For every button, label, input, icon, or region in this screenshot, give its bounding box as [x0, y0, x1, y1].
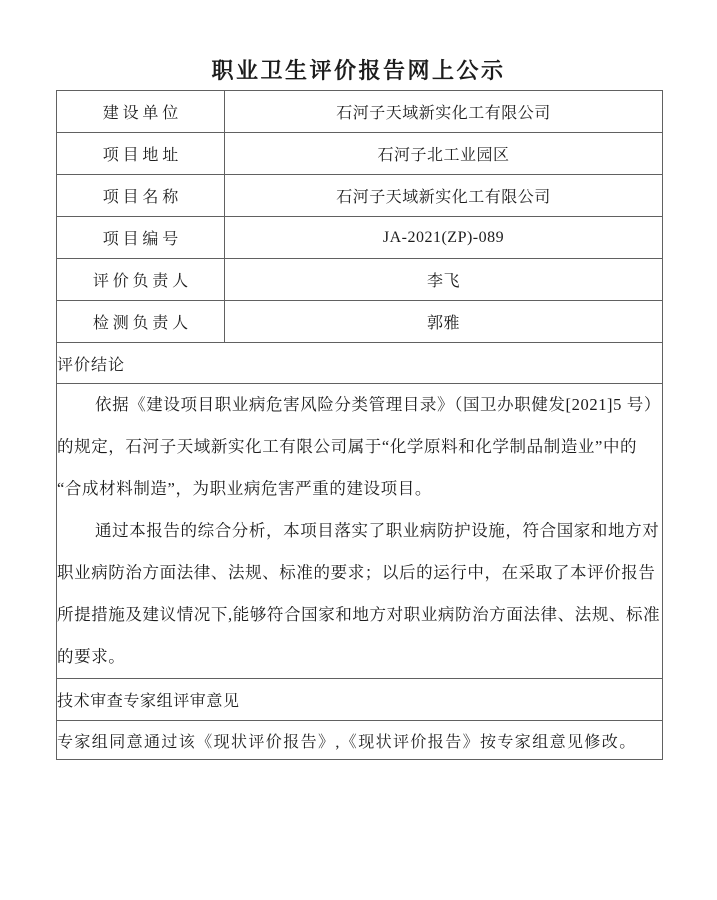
field-value: 石河子天域新实化工有限公司 [225, 175, 663, 217]
row-project-number [57, 217, 663, 259]
expert-review-label: 技术审查专家组评审意见 [57, 679, 663, 721]
field-label: 项目名称 [57, 175, 225, 217]
field-value: 石河子北工业园区 [225, 133, 663, 175]
field-label: 项目地址 [57, 133, 225, 175]
row-evaluation-lead [57, 259, 663, 301]
field-value: 李飞 [225, 259, 663, 301]
field-label: 建设单位 [57, 91, 225, 133]
conclusion-paragraph: 依据《建设项目职业病危害风险分类管理目录》（国卫办职健发[2021]5 号）的规定，石河子天域新实化工有限公司属于“化学原料和化学制品制造业”中的“合成材料制造”，为职业病危害严重的建设项目。 [57, 395, 661, 498]
row-evaluation-conclusion-header [57, 343, 663, 384]
field-label: 检测负责人 [57, 301, 225, 343]
row-construction-unit [57, 91, 663, 133]
field-value: JA-2021(ZP)-089 [225, 217, 663, 259]
field-value: 石河子天域新实化工有限公司 [225, 91, 663, 133]
field-label: 项目编号 [57, 217, 225, 259]
field-label: 评价负责人 [57, 259, 225, 301]
expert-review-opinion: 专家组同意通过该《现状评价报告》,《现状评价报告》按专家组意见修改。 [57, 721, 663, 760]
page-title: 职业卫生评价报告网上公示 [211, 58, 506, 83]
row-project-name [57, 175, 663, 217]
row-testing-lead [57, 301, 663, 343]
row-evaluation-conclusion-body [57, 384, 663, 679]
evaluation-conclusion-text [57, 384, 663, 679]
row-expert-review-header [57, 679, 663, 721]
evaluation-conclusion-label: 评价结论 [57, 343, 663, 384]
row-expert-review-opinion [57, 721, 663, 760]
field-value: 郭雅 [225, 301, 663, 343]
publicity-table [56, 90, 663, 760]
conclusion-paragraph: 通过本报告的综合分析，本项目落实了职业病防护设施，符合国家和地方对职业病防治方面法律、法规、标准的要求；以后的运行中，在采取了本评价报告所提措施及建议情况下,能够符合国家和地方对职业病防治方面法律、法规、标准的要求。 [57, 521, 661, 666]
row-project-address [57, 133, 663, 175]
